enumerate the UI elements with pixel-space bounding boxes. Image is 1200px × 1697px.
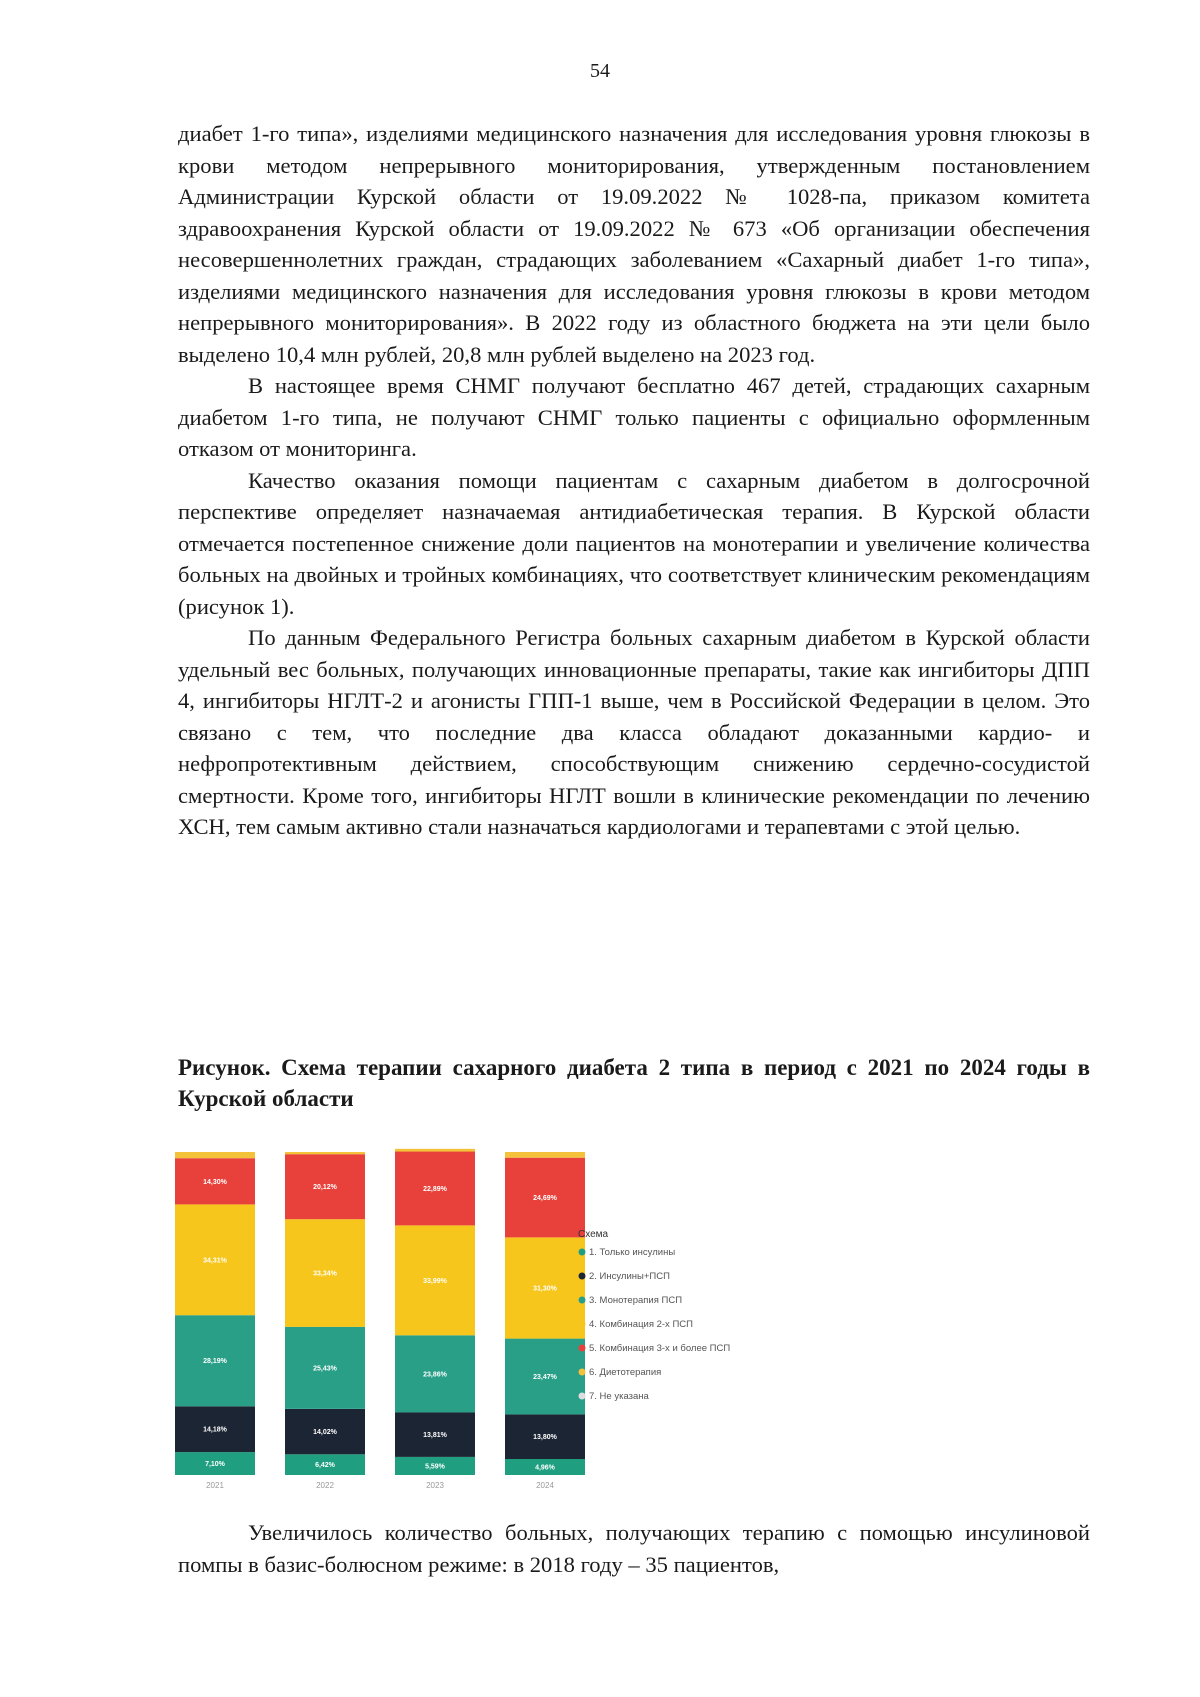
legend-marker-5 bbox=[579, 1345, 586, 1352]
data-label-2022-s5: 20,12% bbox=[313, 1184, 337, 1192]
legend-marker-6 bbox=[579, 1369, 586, 1376]
data-label-2021-s3: 28,19% bbox=[203, 1358, 227, 1366]
stacked-bar-chart bbox=[170, 1148, 850, 1493]
paragraph-2: В настоящее время СНМГ получают бесплатно 467 детей, страдающих сахарным диабетом 1-го типа, не получают СНМГ только пациенты с официально оформленным отказом от мониторинга. bbox=[178, 373, 1090, 461]
paragraph-1: диабет 1-го типа», изделиями медицинского назначения для исследования уровня глюкозы в крови методом непрерывного мониторирования, утвержденным постановлением Администрации Курской области от 19.09.2022 № 1028-па, приказом комитета здравоохранения Курской области от 19.09.2022 № 673 «Об организации обеспечения несовершеннолетних граждан, страдающих заболеванием «Сахарный диабет 1-го типа», изделиями медицинского назначения для исследования уровня глюкозы в крови методом непрерывного мониторирования». В 2022 году из областного бюджета на эти цели было выделено 10,4 млн рублей, 20,8 млн рублей выделено на 2023 год. bbox=[178, 121, 1090, 367]
bar-segment-2023-s6 bbox=[395, 1149, 475, 1152]
bar-segment-2021-s6 bbox=[175, 1152, 255, 1158]
data-label-2024-s2: 13,80% bbox=[533, 1434, 557, 1442]
paragraph-4: По данным Федерального Регистра больных сахарным диабетом в Курской области удельный вес больных, получающих инновационные препараты, такие как ингибиторы ДПП 4, ингибиторы НГЛТ-2 и агонисты ГПП-1 выше, чем в Российской Федерации в целом. Это связано с тем, что последние два класса обладают доказанными кардио- и нефропротективным действием, способствующим снижению сердечно-сосудистой смертности. Кроме того, ингибиторы НГЛТ вошли в клинические рекомендации по лечению ХСН, тем самым активно стали назначаться кардиологами и терапевтами с этой целью. bbox=[178, 625, 1090, 839]
page-number: 54 bbox=[590, 60, 610, 82]
legend-title: Схема bbox=[578, 1229, 609, 1240]
data-label-2023-s3: 23,86% bbox=[423, 1371, 447, 1379]
data-label-2021-s1: 7,10% bbox=[205, 1461, 225, 1468]
legend-marker-3 bbox=[579, 1297, 586, 1304]
data-label-2023-s2: 13,81% bbox=[423, 1432, 447, 1440]
legend-item-7: 7. Не указана bbox=[589, 1391, 649, 1402]
legend-marker-1 bbox=[579, 1249, 586, 1256]
data-label-2022-s2: 14,02% bbox=[313, 1429, 337, 1437]
paragraph-3: Качество оказания помощи пациентам с сахарным диабетом в долгосрочной перспективе определяет назначаемая антидиабетическая терапия. В Курской области отмечается постепенное снижение доли пациентов на монотерапии и увеличение количества больных на двойных и тройных комбинациях, что соответствует клиническим рекомендациям (рисунок 1). bbox=[178, 467, 1090, 619]
legend-item-4: 4. Комбинация 2-х ПСП bbox=[589, 1319, 693, 1330]
legend-item-1: 1. Только инсулины bbox=[589, 1247, 676, 1258]
legend-marker-2 bbox=[579, 1273, 586, 1280]
legend-marker-7 bbox=[579, 1393, 586, 1400]
data-label-2024-s3: 23,47% bbox=[533, 1374, 557, 1381]
legend-item-2: 2. Инсулины+ПСП bbox=[589, 1271, 670, 1282]
legend-marker-4 bbox=[579, 1321, 586, 1328]
bottom-paragraph: Увеличилось количество больных, получающих терапию с помощью инсулиновой помпы в базис-болюсном режиме: в 2018 году – 35 пациентов, bbox=[178, 1520, 1090, 1577]
data-label-2023-s5: 22,89% bbox=[423, 1186, 447, 1193]
data-label-2021-s4: 34,31% bbox=[203, 1257, 227, 1265]
x-tick-2024: 2024 bbox=[536, 1481, 554, 1490]
figure-caption: Рисунок. Схема терапии сахарного диабета 2 типа в период с 2021 по 2024 годы в Курской области bbox=[178, 1055, 1090, 1111]
data-label-2022-s4: 33,34% bbox=[313, 1270, 337, 1278]
legend-item-6: 6. Диетотерапия bbox=[589, 1367, 662, 1378]
bar-segment-2022-s6 bbox=[285, 1152, 365, 1154]
data-label-2024-s1: 4,96% bbox=[535, 1464, 555, 1472]
x-tick-2021: 2021 bbox=[206, 1481, 224, 1490]
data-label-2024-s5: 24,69% bbox=[533, 1195, 557, 1203]
data-label-2021-s5: 14,30% bbox=[203, 1178, 227, 1186]
data-label-2022-s1: 6,42% bbox=[315, 1462, 335, 1470]
x-tick-2023: 2023 bbox=[426, 1481, 444, 1490]
data-label-2022-s3: 25,43% bbox=[313, 1365, 337, 1373]
data-label-2023-s1: 5,59% bbox=[425, 1463, 445, 1471]
x-tick-2022: 2022 bbox=[316, 1481, 334, 1490]
main-text bbox=[178, 118, 1090, 843]
legend-item-3: 3. Монотерапия ПСП bbox=[589, 1295, 683, 1306]
data-label-2024-s4: 31,30% bbox=[533, 1285, 557, 1293]
data-label-2023-s4: 33,99% bbox=[423, 1277, 447, 1285]
bottom-text bbox=[178, 1517, 1090, 1580]
data-label-2021-s2: 14,18% bbox=[203, 1426, 227, 1434]
bar-segment-2024-s6 bbox=[505, 1152, 585, 1158]
legend-item-5: 5. Комбинация 3-х и более ПСП bbox=[589, 1343, 731, 1354]
